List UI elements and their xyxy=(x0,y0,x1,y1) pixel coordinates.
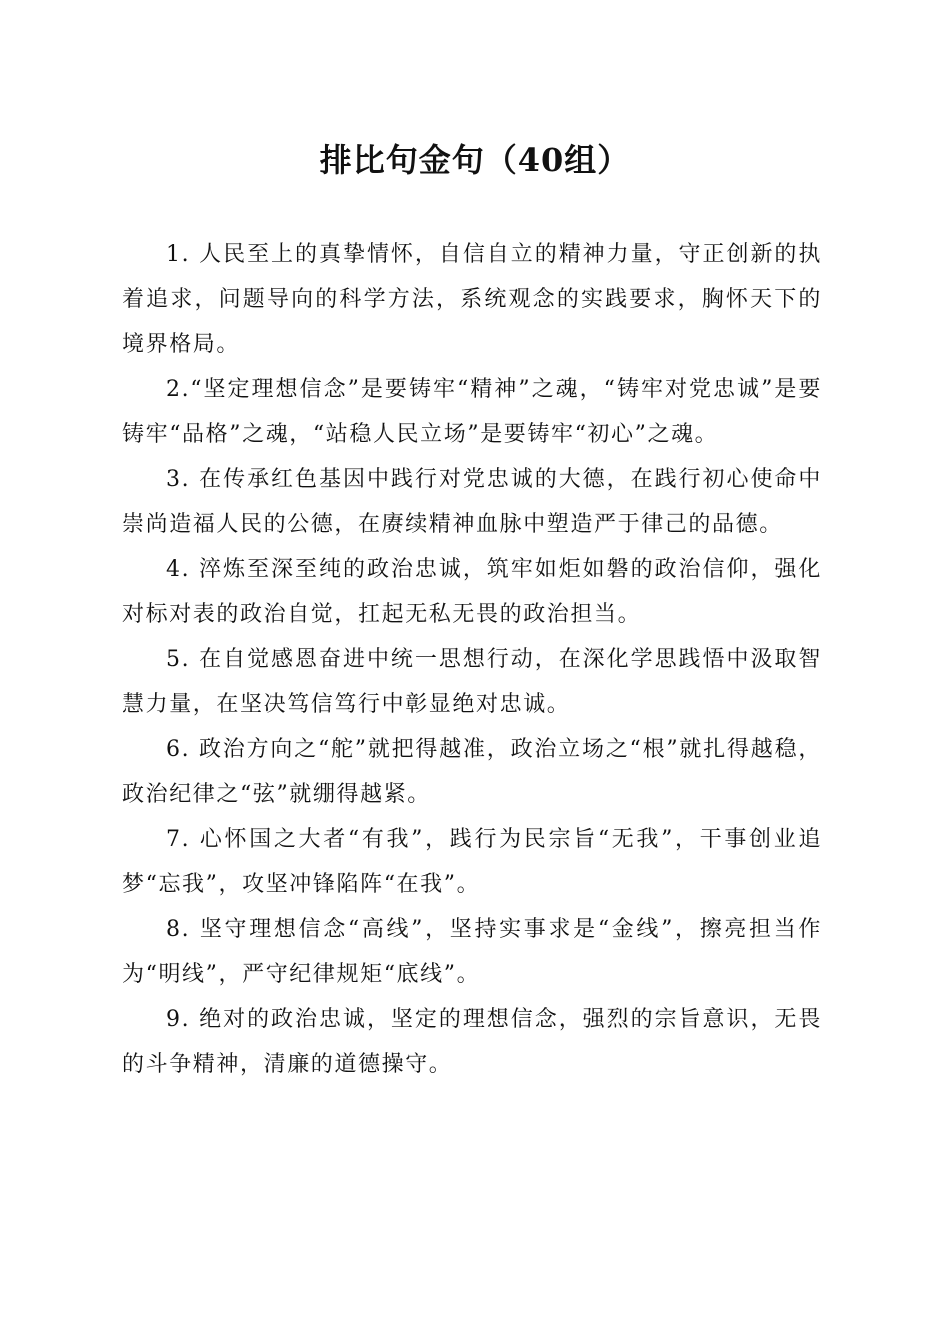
paragraph-2: 2.“坚定理想信念”是要铸牢“精神”之魂，“铸牢对党忠诚”是要铸牢“品格”之魂，“站稳人民立场”是要铸牢“初心”之魂。 xyxy=(122,377,822,447)
paragraph-4: 4. 淬炼至深至纯的政治忠诚，筑牢如炬如磐的政治信仰，强化对标对表的政治自觉，扛起无私无畏的政治担当。 xyxy=(122,557,822,627)
paragraph-6: 6. 政治方向之“舵”就把得越准，政治立场之“根”就扎得越稳，政治纪律之“弦”就绷得越紧。 xyxy=(122,737,822,807)
paragraph-5: 5. 在自觉感恩奋进中统一思想行动，在深化学思践悟中汲取智慧力量，在坚决笃信笃行中彰显绝对忠诚。 xyxy=(122,647,822,717)
paragraph-7: 7. 心怀国之大者“有我”，践行为民宗旨“无我”，干事创业追梦“忘我”，攻坚冲锋陷阵“在我”。 xyxy=(122,827,822,897)
paragraph-8: 8. 坚守理想信念“高线”，坚持实事求是“金线”，擦亮担当作为“明线”，严守纪律规矩“底线”。 xyxy=(122,917,822,987)
paragraph-1: 1. 人民至上的真挚情怀，自信自立的精神力量，守正创新的执着追求，问题导向的科学方法，系统观念的实践要求，胸怀天下的境界格局。 xyxy=(122,242,822,357)
document-title: 排比句金句（40组） xyxy=(319,141,631,179)
paragraph-9: 9. 绝对的政治忠诚，坚定的理想信念，强烈的宗旨意识，无畏的斗争精神，清廉的道德操守。 xyxy=(122,1007,822,1077)
document-body xyxy=(122,232,822,1087)
paragraph-3: 3. 在传承红色基因中践行对党忠诚的大德，在践行初心使命中崇尚造福人民的公德，在赓续精神血脉中塑造严于律己的品德。 xyxy=(122,467,822,537)
